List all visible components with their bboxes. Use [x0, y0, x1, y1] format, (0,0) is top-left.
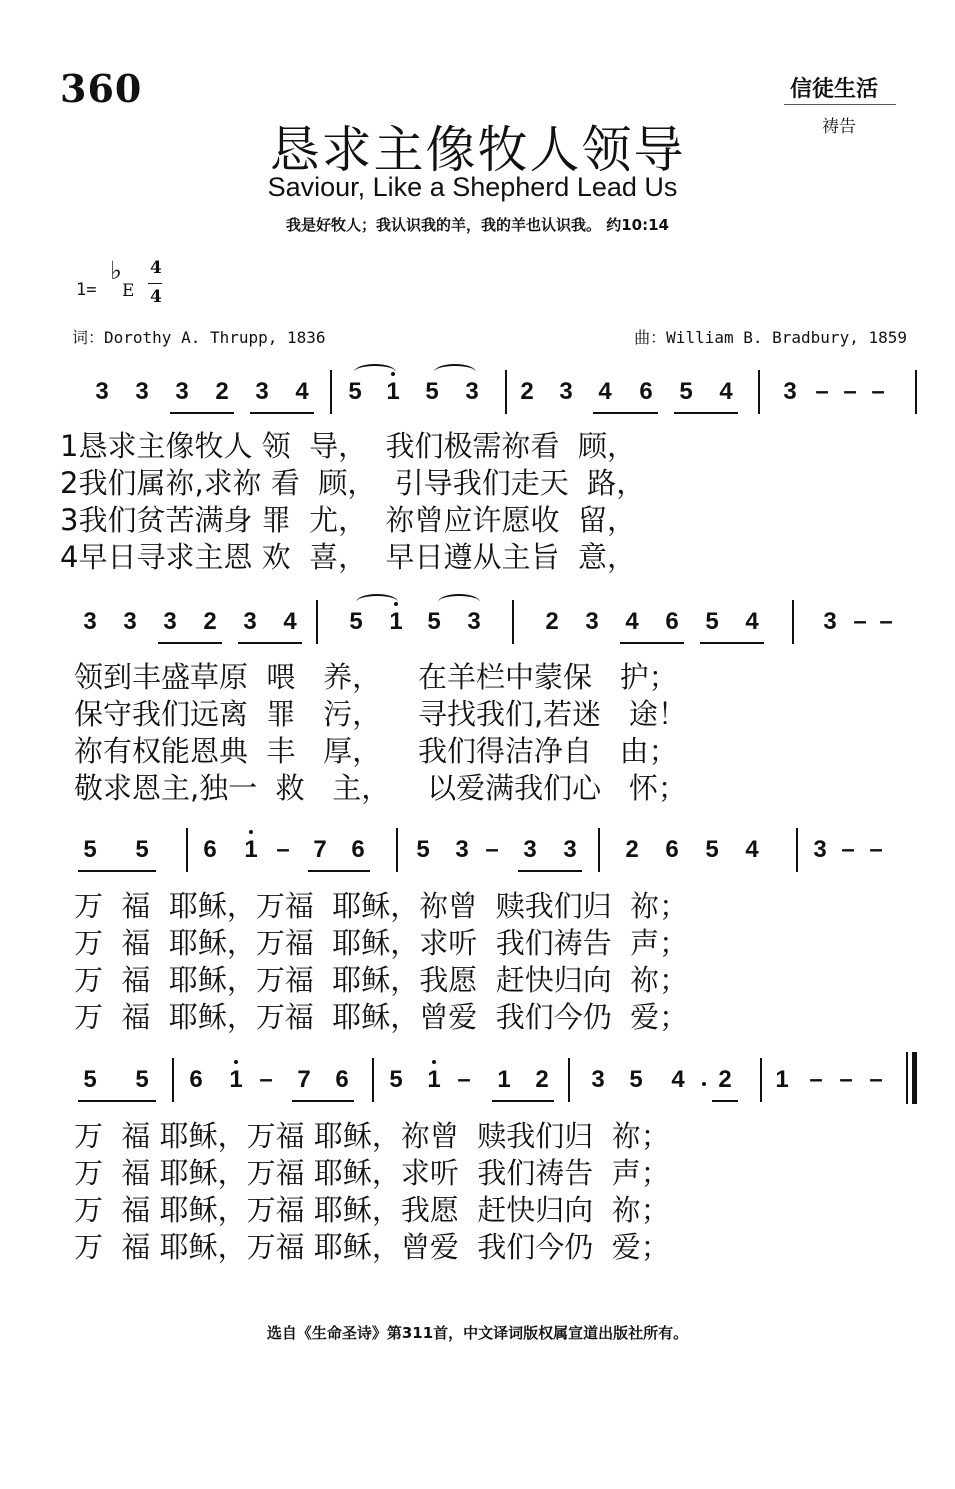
note-s2-18: – [853, 608, 867, 635]
note-s2-12: 3 [585, 608, 599, 635]
note-s3-13: 2 [625, 836, 639, 863]
lyric-line-s2-v3: 祢有权能恩典 丰 厚， 我们得洁净自 由； [74, 734, 678, 768]
note-s1-10: 3 [465, 378, 479, 405]
note-s4-7: 6 [335, 1066, 349, 1093]
barline [505, 370, 507, 414]
lyric-line-s1-v3: 3我们贫苦满身 罪 尤， 祢曾应许愿收 留， [60, 503, 636, 537]
note-s1-6: 4 [295, 378, 309, 405]
note-s1-9: 5 [425, 378, 439, 405]
final-barline-thick [912, 1052, 917, 1104]
note-s4-4: 1 [229, 1066, 243, 1093]
time-signature-bottom: 4 [150, 287, 162, 307]
note-s1-3: 3 [175, 378, 189, 405]
barline [372, 1058, 374, 1102]
slur [354, 364, 396, 380]
eighth-underline [700, 642, 764, 644]
eighth-underline [292, 1100, 354, 1102]
octave-dot [432, 1060, 436, 1064]
note-s1-1: 3 [95, 378, 109, 405]
octave-dot [234, 1060, 238, 1064]
note-s1-16: 4 [719, 378, 733, 405]
note-s2-3: 3 [163, 608, 177, 635]
eighth-underline [78, 1100, 156, 1102]
note-s2-13: 4 [625, 608, 639, 635]
note-s2-2: 3 [123, 608, 137, 635]
note-s2-6: 4 [283, 608, 297, 635]
octave-dot [249, 830, 253, 834]
category-divider [784, 104, 896, 105]
note-s4-14: 5 [629, 1066, 643, 1093]
note-s1-2: 3 [135, 378, 149, 405]
octave-dot [702, 1082, 706, 1086]
lyric-line-s1-v1: 1恳求主像牧人 领 导， 我们极需祢看 顾， [60, 429, 636, 463]
note-s2-16: 4 [745, 608, 759, 635]
note-s2-17: 3 [823, 608, 837, 635]
note-s2-10: 3 [467, 608, 481, 635]
note-s1-12: 3 [559, 378, 573, 405]
lyric-line-s4-v3: 万 福 耶稣，万福 耶稣，我愿 赶快归向 祢； [74, 1193, 670, 1227]
note-s4-8: 5 [389, 1066, 403, 1093]
note-s3-17: 3 [813, 836, 827, 863]
note-s4-3: 6 [189, 1066, 203, 1093]
lyric-line-s3-v4: 万 福 耶稣，万福 耶稣，曾爱 我们今仍 爱； [74, 1000, 689, 1034]
flat-sign: ♭ [110, 256, 122, 285]
note-s3-9: 3 [455, 836, 469, 863]
note-s1-13: 4 [598, 378, 612, 405]
eighth-underline [593, 412, 658, 414]
note-s4-13: 3 [591, 1066, 605, 1093]
note-s4-10: – [457, 1066, 471, 1093]
note-s4-2: 5 [135, 1066, 149, 1093]
lyric-line-s2-v2: 保守我们远离 罪 污， 寻找我们,若迷 途！ [74, 697, 687, 731]
note-s3-5: – [276, 836, 290, 863]
lyric-line-s3-v2: 万 福 耶稣，万福 耶稣，求听 我们祷告 声； [74, 926, 689, 960]
note-s1-8: 1 [386, 378, 400, 405]
note-s4-6: 7 [297, 1066, 311, 1093]
note-s1-5: 3 [255, 378, 269, 405]
barline [760, 1058, 762, 1102]
note-s4-5: – [259, 1066, 273, 1093]
eighth-underline [170, 412, 234, 414]
note-s3-6: 7 [313, 836, 327, 863]
key-note: E [122, 281, 135, 301]
note-s2-4: 2 [203, 608, 217, 635]
note-s2-11: 2 [545, 608, 559, 635]
eighth-underline [712, 1100, 738, 1102]
scripture-quote: 我是好牧人；我认识我的羊，我的羊也认识我。 约10:14 [286, 216, 669, 234]
note-s3-12: 3 [563, 836, 577, 863]
note-s3-1: 5 [83, 836, 97, 863]
note-s2-5: 3 [243, 608, 257, 635]
barline [796, 828, 798, 872]
note-s3-2: 5 [135, 836, 149, 863]
note-s2-19: – [879, 608, 893, 635]
note-s1-20: – [871, 378, 885, 405]
note-s3-18: – [841, 836, 855, 863]
lyric-line-s2-v4: 敬求恩主,独一 救 主， 以爱满我们心 怀； [74, 771, 687, 805]
note-s3-8: 5 [416, 836, 430, 863]
time-signature-line [148, 283, 162, 284]
eighth-underline [492, 1100, 554, 1102]
note-s4-20: – [869, 1066, 883, 1093]
eighth-underline [518, 870, 582, 872]
barline [758, 370, 760, 414]
title-english: Saviour, Like a Shepherd Lead Us [267, 172, 678, 202]
barline [792, 600, 794, 644]
eighth-underline [78, 870, 156, 872]
lyric-line-s4-v4: 万 福 耶稣，万福 耶稣，曾爱 我们今仍 爱； [74, 1230, 670, 1264]
subcategory-label: 祷告 [822, 117, 856, 137]
barline [568, 1058, 570, 1102]
note-s2-15: 5 [705, 608, 719, 635]
slur [438, 594, 480, 610]
slur [356, 594, 398, 610]
key-prefix: 1= [76, 280, 97, 300]
note-s4-17: 1 [775, 1066, 789, 1093]
eighth-underline [238, 642, 302, 644]
eighth-underline [158, 642, 222, 644]
eighth-underline [250, 412, 314, 414]
note-s1-11: 2 [520, 378, 534, 405]
note-s3-4: 1 [244, 836, 258, 863]
lyric-line-s4-v1: 万 福 耶稣，万福 耶稣，祢曾 赎我们归 祢； [74, 1119, 670, 1153]
copyright-footer: 选自《生命圣诗》第311首，中文译词版权属宣道出版社所有。 [266, 1324, 689, 1342]
lyric-line-s2-v1: 领到丰盛草原 喂 养， 在羊栏中蒙保 护； [74, 660, 678, 694]
lyricist-credit: 词：Dorothy A. Thrupp, 1836 [72, 328, 326, 347]
note-s2-7: 5 [349, 608, 363, 635]
note-s1-4: 2 [215, 378, 229, 405]
note-s3-11: 3 [523, 836, 537, 863]
barline [396, 828, 398, 872]
final-barline-thin [906, 1052, 908, 1104]
composer-credit: 曲：William B. Bradbury, 1859 [634, 328, 907, 347]
note-s4-19: – [839, 1066, 853, 1093]
time-signature-top: 4 [150, 258, 162, 278]
note-s1-19: – [843, 378, 857, 405]
note-s4-12: 2 [535, 1066, 549, 1093]
barline [598, 828, 600, 872]
lyric-line-s1-v2: 2我们属祢,求祢 看 顾， 引导我们走天 路， [60, 466, 646, 500]
note-s4-15: 4 [671, 1066, 685, 1093]
note-s3-10: – [485, 836, 499, 863]
lyric-line-s3-v1: 万 福 耶稣，万福 耶稣，祢曾 赎我们归 祢； [74, 889, 689, 923]
note-s3-19: – [869, 836, 883, 863]
note-s4-18: – [809, 1066, 823, 1093]
note-s1-17: 3 [783, 378, 797, 405]
slur [434, 364, 476, 380]
barline [512, 600, 514, 644]
barline [172, 1058, 174, 1102]
category-label: 信徒生活 [790, 76, 879, 102]
note-s4-11: 1 [497, 1066, 511, 1093]
note-s1-18: – [815, 378, 829, 405]
lyric-line-s1-v4: 4早日寻求主恩 欢 喜， 早日遵从主旨 意， [60, 540, 636, 574]
eighth-underline [620, 642, 684, 644]
note-s2-9: 5 [427, 608, 441, 635]
note-s4-1: 5 [83, 1066, 97, 1093]
note-s4-9: 1 [427, 1066, 441, 1093]
barline [915, 370, 917, 414]
title-chinese: 恳求主像牧人领导 [269, 121, 686, 179]
lyric-line-s3-v3: 万 福 耶稣，万福 耶稣，我愿 赶快归向 祢； [74, 963, 689, 997]
note-s3-3: 6 [203, 836, 217, 863]
note-s3-7: 6 [351, 836, 365, 863]
note-s3-16: 4 [745, 836, 759, 863]
barline [186, 828, 188, 872]
eighth-underline [308, 870, 370, 872]
note-s1-14: 6 [639, 378, 653, 405]
lyric-line-s4-v2: 万 福 耶稣，万福 耶稣，求听 我们祷告 声； [74, 1156, 670, 1190]
note-s3-15: 5 [705, 836, 719, 863]
eighth-underline [674, 412, 738, 414]
barline [330, 370, 332, 414]
note-s2-14: 6 [665, 608, 679, 635]
note-s2-1: 3 [83, 608, 97, 635]
note-s1-15: 5 [679, 378, 693, 405]
note-s2-8: 1 [389, 608, 403, 635]
note-s1-7: 5 [348, 378, 362, 405]
barline [316, 600, 318, 644]
note-s4-16: 2 [718, 1066, 732, 1093]
note-s3-14: 6 [665, 836, 679, 863]
hymn-number: 360 [60, 66, 143, 111]
